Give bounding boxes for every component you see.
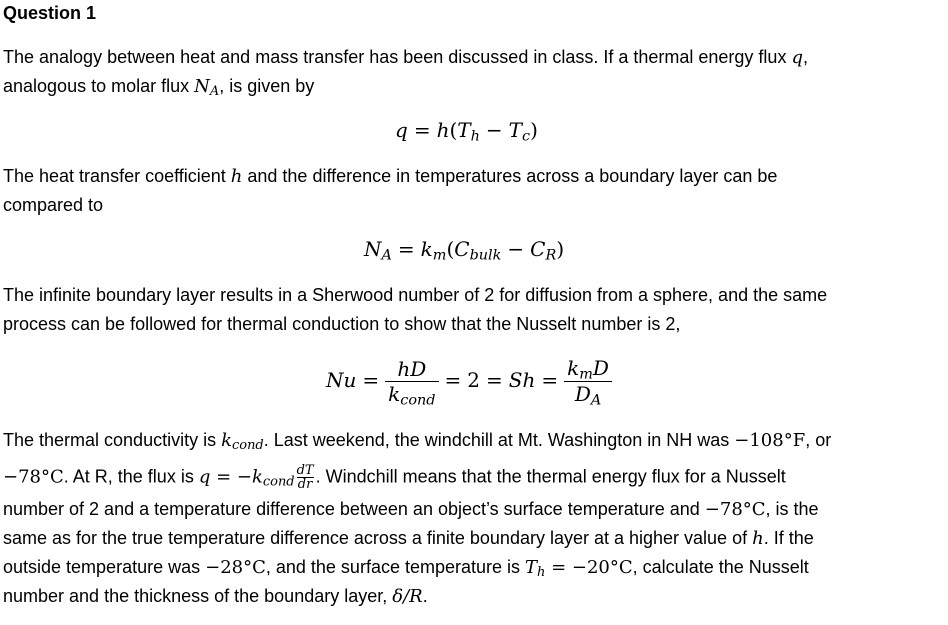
var-q: q: [791, 47, 803, 68]
eq2-N-sub: A: [381, 247, 392, 264]
intro-line-2: [3, 75, 314, 98]
var-T-h-sub: h: [537, 565, 546, 581]
equation-molar-flux: [364, 237, 564, 262]
question-heading: Question 1: [3, 3, 97, 23]
para3-line-1: The infinite boundary layer results in a Sherwood number of 2 for diffusion from a sphere, and the same: [3, 285, 828, 305]
var-k-cond-2: k: [251, 466, 263, 488]
eq3-equals-3: =: [486, 367, 503, 392]
eq3-Sh: Sh: [508, 367, 536, 392]
var-h: h: [230, 166, 243, 187]
eq2-k-sub: m: [432, 247, 447, 264]
frac-dr: dr: [297, 477, 313, 492]
intro-text-2-post: , is given by: [219, 76, 315, 96]
eq3-num-D: D: [592, 356, 609, 380]
para4-text-1c: , or: [805, 430, 832, 450]
var-NA-sub: A: [209, 84, 220, 100]
intro-line-1: [3, 46, 808, 69]
para4-line-1: [3, 429, 831, 452]
eq2-k: k: [420, 237, 433, 261]
var-NA: N: [194, 76, 210, 97]
eq3-equals-1: =: [362, 367, 380, 392]
eq2-close-paren: ): [556, 237, 565, 261]
equation-heat-flux: [395, 118, 538, 143]
eq3-num-k: k: [567, 356, 580, 380]
para4-text-2a: . At R, the flux is: [63, 466, 199, 487]
para4-line-2: [3, 464, 786, 491]
intro-text-1: The analogy between heat and mass transfer has been discussed in class. If a thermal energy flux: [3, 47, 792, 67]
para2-text-1: The heat transfer coefficient: [3, 166, 231, 186]
value-minus-78C-2: −78°C: [704, 499, 766, 520]
eq3-fraction-hD-kcond: [385, 357, 438, 407]
var-delta-over-R: δ/R: [392, 586, 423, 607]
para4-text-5b: , and the surface temperature is: [265, 557, 526, 577]
eq3-num-hD: hD: [397, 356, 427, 381]
value-minus-78C: −78°C: [3, 466, 64, 488]
para4-text-5a: outside temperature was: [3, 557, 206, 577]
eq2-minus: −: [507, 237, 525, 261]
eq3-Nu: Nu: [326, 367, 357, 392]
equation-nusselt-sherwood: [326, 356, 612, 407]
var-k-cond-sub: cond: [232, 438, 264, 454]
eq3-two: 2: [467, 367, 480, 392]
intro-text-2: analogous to molar flux: [3, 76, 195, 96]
eq3-equals-2: =: [444, 367, 462, 392]
para4-text-3a: number of 2 and a temperature difference between an object’s surface temperature and: [3, 499, 705, 519]
eq2-equals: =: [397, 237, 415, 261]
eq1-open-paren: (: [449, 118, 458, 142]
eq3-num-k-sub: m: [579, 366, 593, 383]
para4-text-6b: .: [422, 586, 428, 606]
para3-line-2: process can be followed for thermal conduction to show that the Nusselt number is 2,: [3, 314, 681, 334]
para2-line-1: [3, 165, 777, 188]
eq3-den-k-sub: cond: [400, 392, 436, 409]
eq1-T-sub-c: c: [522, 128, 531, 145]
para4-line-4: [3, 527, 814, 550]
value-minus-28C: −28°C: [205, 557, 266, 578]
eq3-den-k: k: [388, 381, 401, 406]
para2-text-1-post: and the difference in temperatures across a boundary layer can be: [242, 166, 778, 186]
eq2-C-bulk-sub: bulk: [469, 247, 502, 264]
eq2-N: N: [364, 237, 382, 261]
eq2-open-paren: (: [446, 237, 455, 261]
para4-line-5: [3, 556, 809, 579]
eq1-equals: =: [413, 118, 431, 142]
para4-text-5c: , calculate the Nusselt: [632, 557, 809, 577]
para4-text-4a: same as for the true temperature difference across a finite boundary layer at a higher value of: [3, 528, 753, 548]
para4-text-2b: . Windchill means that the thermal energy flux for a Nusselt: [315, 466, 786, 487]
para4-text-6a: number and the thickness of the boundary layer,: [3, 586, 393, 606]
para4-text-3b: , is the: [765, 499, 819, 519]
eq3-equals-4: =: [541, 367, 559, 392]
value-minus-108F: −108°F: [734, 430, 806, 451]
intro-comma: ,: [802, 47, 808, 67]
eq2-C-bulk: C: [454, 237, 470, 261]
eq2-C-R: C: [530, 237, 546, 261]
para4-text-1a: The thermal conductivity is: [3, 430, 222, 450]
eq3-fraction-kmD-DA: [564, 356, 612, 407]
eq1-close-paren: ): [530, 118, 538, 142]
var-T-h: T: [525, 557, 538, 578]
para4-line-6: [3, 585, 428, 608]
var-k-cond: k: [221, 430, 233, 451]
eq1-h: h: [436, 118, 450, 142]
eq1-minus: −: [485, 118, 503, 142]
para4-text-4b: . If the: [763, 528, 814, 548]
eq1-T: T: [457, 118, 471, 142]
eq2-C-R-sub: R: [545, 247, 557, 264]
var-q-flux: q: [198, 466, 211, 488]
var-k-cond-2-sub: cond: [262, 474, 295, 490]
eq3-den-D-sub: A: [590, 392, 602, 409]
para4-line-3: [3, 498, 819, 521]
eq1-T2: T: [508, 118, 523, 142]
para4-text-1b: . Last weekend, the windchill at Mt. Washington in NH was: [263, 430, 735, 450]
flux-equals-minus: = −: [210, 466, 252, 488]
eq3-den-D: D: [574, 382, 591, 406]
value-minus-20C: = −20°C: [545, 557, 633, 578]
frac-dT: dT: [296, 463, 314, 478]
var-h-2: h: [752, 528, 764, 549]
para2-line-2: compared to: [3, 195, 104, 215]
eq1-q: q: [395, 118, 408, 142]
eq1-T-sub-h: h: [470, 128, 480, 145]
fraction-dT-dr: [297, 464, 314, 491]
